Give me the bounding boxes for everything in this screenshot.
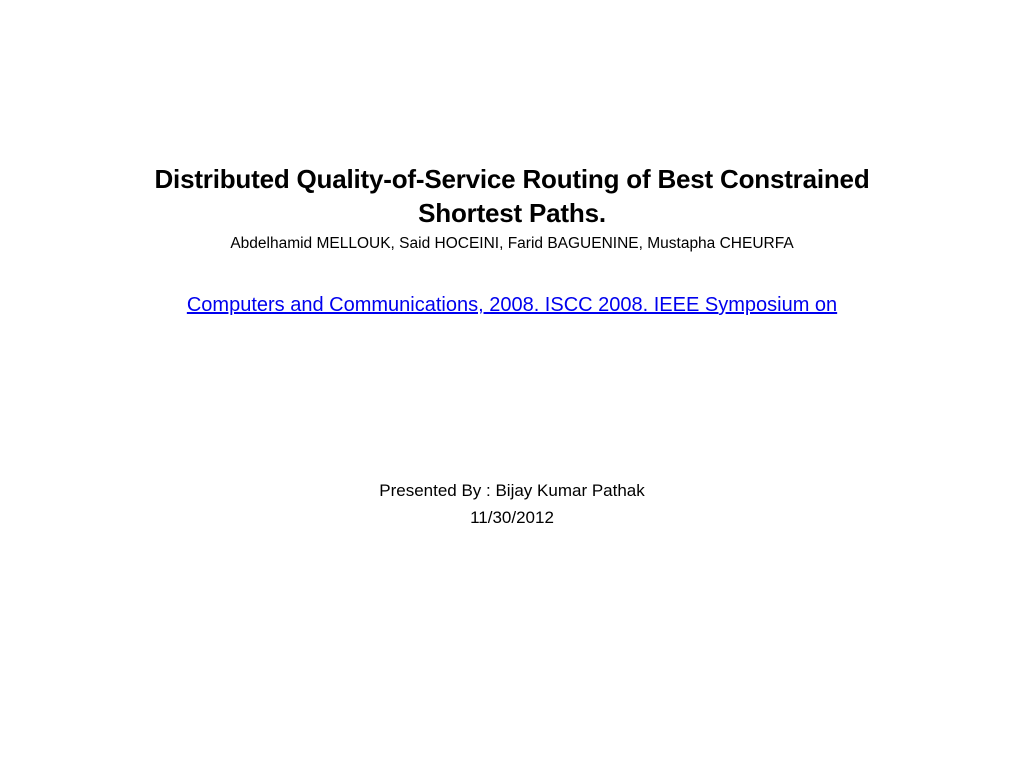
title-line-2: Shortest Paths. (418, 198, 606, 228)
slide-title (100, 162, 924, 230)
authors: Abdelhamid MELLOUK, Said HOCEINI, Farid BAGUENINE, Mustapha CHEURFA (230, 235, 794, 252)
title-line-1: Distributed Quality-of-Service Routing of Best Constrained (154, 164, 870, 194)
venue (60, 292, 964, 318)
venue-link[interactable]: Computers and Communications, 2008. ISCC 2008. IEEE Symposium on (186, 294, 838, 316)
presentation-date: 11/30/2012 (470, 508, 554, 527)
presenter: Presented By : Bijay Kumar Pathak (379, 481, 645, 500)
presenter-block (200, 477, 824, 531)
title-block (100, 162, 924, 254)
